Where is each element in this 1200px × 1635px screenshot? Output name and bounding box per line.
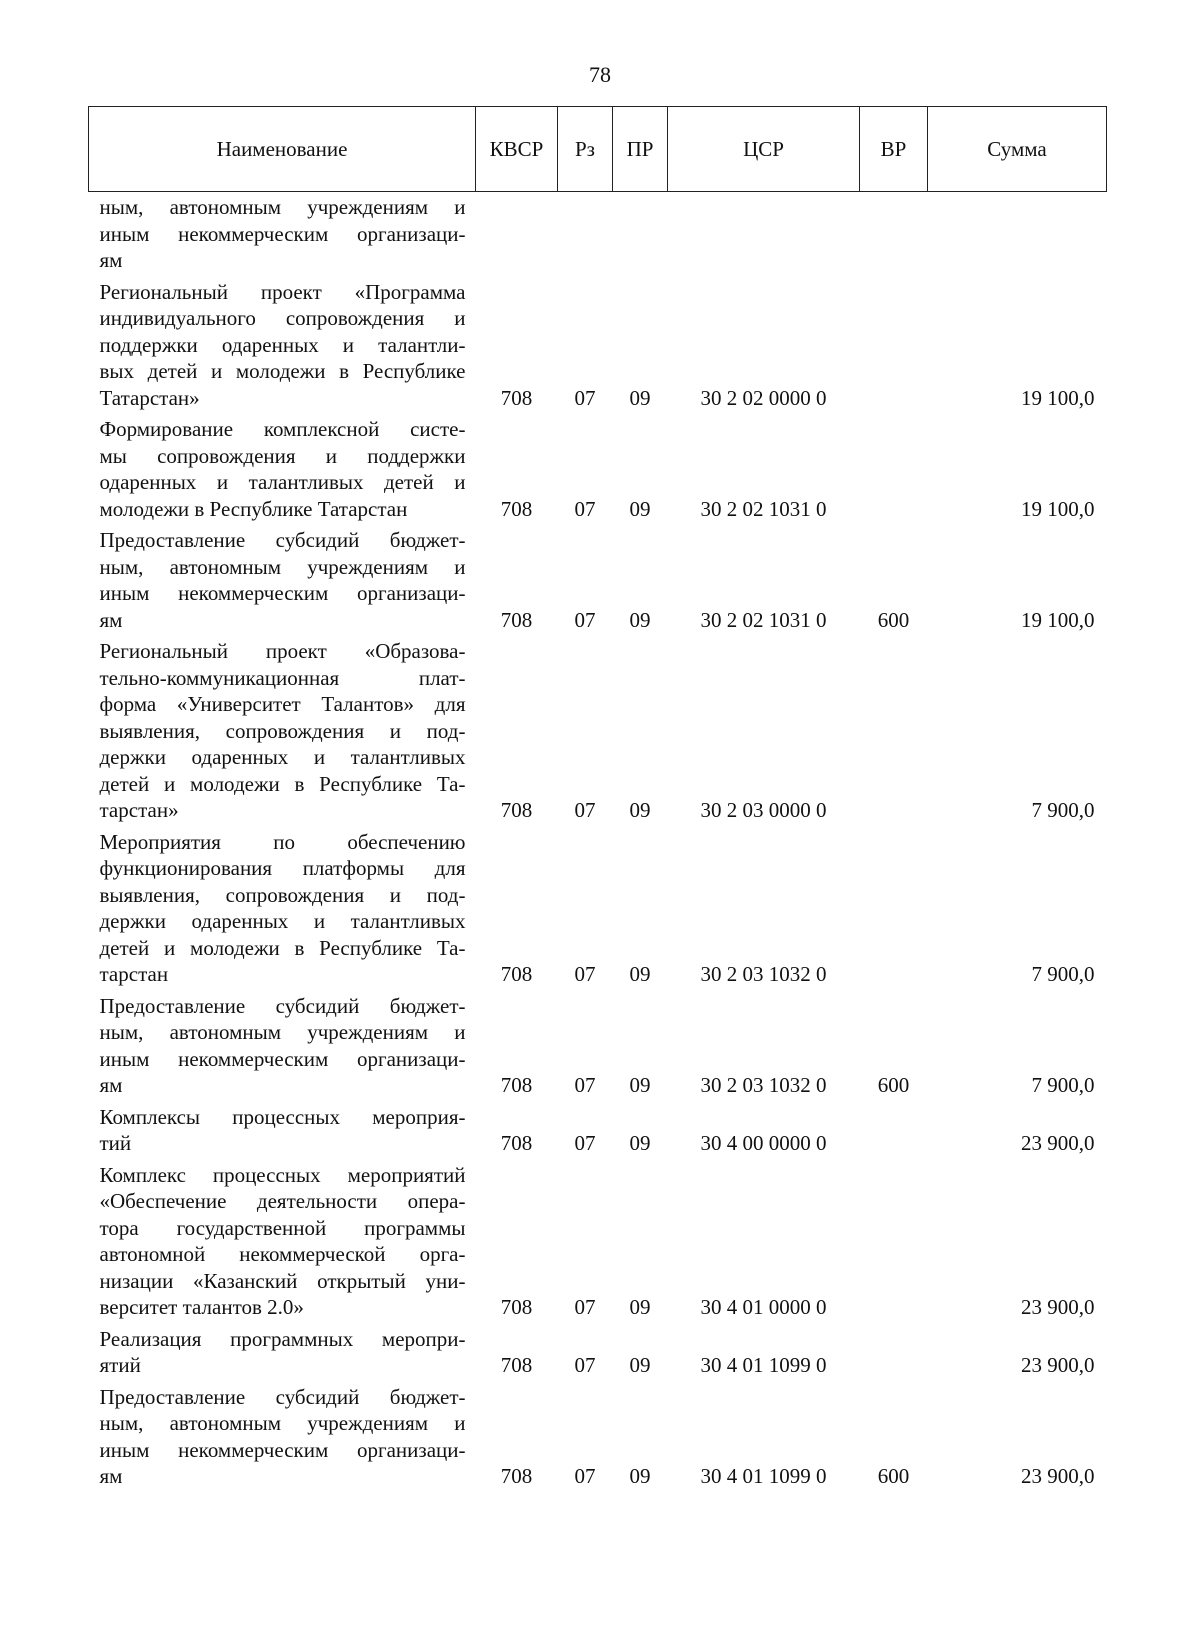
- row-pr: 09: [629, 1131, 651, 1155]
- row-sum: 19 100,0: [1021, 385, 1095, 410]
- header-vr: ВР: [860, 107, 928, 192]
- row-sum: 23 900,0: [1021, 1464, 1095, 1488]
- row-name-line: ным, автономным учреждениям и: [99, 195, 466, 219]
- row-pr: 09: [629, 1073, 651, 1097]
- row-name-line: Предоставление субсидий бюджет-: [99, 993, 466, 1018]
- row-pr: 09: [629, 385, 651, 410]
- header-csr: ЦСР: [668, 107, 860, 192]
- page-number: 78: [589, 62, 611, 87]
- row-rz: 07: [574, 1464, 596, 1488]
- row-name: [89, 1321, 476, 1379]
- row-name-line: Региональный проект «Программа: [99, 279, 466, 304]
- row-rz: 07: [574, 1353, 596, 1377]
- table-row: [89, 1379, 1107, 1490]
- row-name: [89, 824, 476, 988]
- row-name-line: держки одаренных и талантливых: [99, 745, 466, 769]
- row-sum: 7 900,0: [1031, 798, 1095, 822]
- row-rz: [558, 192, 613, 274]
- table-header-row: [89, 107, 1107, 192]
- row-csr: 30 4 01 1099 0: [700, 1353, 827, 1377]
- header-sum: Сумма: [928, 107, 1107, 192]
- row-pr: 09: [629, 962, 651, 986]
- row-name-line: функционирования платформы для: [99, 856, 466, 880]
- row-name-line: тора государственной программы: [99, 1215, 466, 1240]
- row-name-line: выявления, сопровождения и под-: [99, 718, 466, 743]
- row-vr: [860, 1321, 928, 1379]
- row-name-line: ям: [99, 248, 123, 272]
- row-name-line: мы сопровождения и поддержки: [99, 443, 466, 468]
- header-name: Наименование: [89, 107, 476, 192]
- table-row: [89, 1157, 1107, 1321]
- row-name-line: ным, автономным учреждениям и: [99, 554, 466, 579]
- row-name-line: ям: [99, 607, 123, 632]
- row-name-line: детей и молодежи в Республике Та-: [99, 935, 466, 960]
- row-vr: 600: [877, 607, 910, 632]
- row-rz: 07: [574, 1131, 596, 1155]
- row-vr: [860, 824, 928, 988]
- row-name-line: иным некоммерческим организаци-: [99, 1046, 466, 1071]
- row-rz: 07: [574, 385, 596, 410]
- row-sum: 23 900,0: [1021, 1353, 1095, 1377]
- row-name-line: поддержки одаренных и талантли-: [99, 332, 466, 357]
- row-name-line: индивидуального сопровождения и: [99, 306, 466, 330]
- row-kvsr: 708: [500, 962, 533, 986]
- row-pr: 09: [629, 798, 651, 822]
- table-row: [89, 1099, 1107, 1157]
- row-vr: 600: [877, 1464, 910, 1488]
- row-name-line: тарстан: [99, 962, 169, 986]
- row-sum: 19 100,0: [1021, 607, 1095, 632]
- row-name-line: верситет талантов 2.0»: [99, 1295, 304, 1319]
- row-csr: 30 4 01 1099 0: [700, 1464, 827, 1488]
- row-name: [89, 1099, 476, 1157]
- row-name-line: ям: [99, 1464, 123, 1488]
- row-name: [89, 192, 476, 274]
- table-row: [89, 988, 1107, 1099]
- row-name-line: молодежи в Республике Татарстан: [99, 496, 408, 521]
- row-pr: 09: [629, 1353, 651, 1377]
- row-name-line: «Обеспечение деятельности опера-: [99, 1189, 466, 1213]
- row-name-line: Региональный проект «Образова-: [99, 639, 466, 663]
- row-kvsr: 708: [500, 1131, 533, 1155]
- header-pr: ПР: [613, 107, 668, 192]
- row-name-line: Формирование комплексной систе-: [99, 417, 466, 441]
- row-kvsr: 708: [500, 385, 533, 410]
- row-csr: 30 2 02 1031 0: [700, 496, 827, 521]
- row-csr: 30 4 00 0000 0: [700, 1131, 827, 1155]
- row-name: [89, 522, 476, 633]
- budget-table: [88, 106, 1107, 1490]
- row-name-line: тарстан»: [99, 798, 179, 822]
- row-csr: 30 2 03 1032 0: [700, 962, 827, 986]
- row-name-line: тий: [99, 1131, 132, 1155]
- row-csr: 30 4 01 0000 0: [700, 1295, 827, 1319]
- row-name-line: Татарстан»: [99, 385, 200, 410]
- row-kvsr: [476, 192, 558, 274]
- row-vr: [860, 1099, 928, 1157]
- row-csr: 30 2 03 1032 0: [700, 1073, 827, 1097]
- row-csr: 30 2 02 0000 0: [700, 385, 827, 410]
- row-pr: 09: [629, 496, 651, 521]
- row-kvsr: 708: [500, 1464, 533, 1488]
- row-name-line: Комплекс процессных мероприятий: [99, 1162, 466, 1187]
- row-rz: 07: [574, 607, 596, 632]
- row-kvsr: 708: [500, 798, 533, 822]
- row-vr: [860, 633, 928, 824]
- row-name-line: низации «Казанский открытый уни-: [99, 1268, 466, 1293]
- row-sum: 19 100,0: [1021, 496, 1095, 521]
- table-body: [89, 192, 1107, 1490]
- table-row: [89, 192, 1107, 274]
- row-name: [89, 1157, 476, 1321]
- row-rz: 07: [574, 798, 596, 822]
- row-sum: 23 900,0: [1021, 1295, 1095, 1319]
- table-row: [89, 1321, 1107, 1379]
- row-name-line: иным некоммерческим организаци-: [99, 1437, 466, 1462]
- row-pr: 09: [629, 1295, 651, 1319]
- row-name-line: одаренных и талантливых детей и: [99, 470, 466, 494]
- row-pr: 09: [629, 1464, 651, 1488]
- row-vr: [860, 192, 928, 274]
- row-rz: 07: [574, 962, 596, 986]
- table-row: [89, 522, 1107, 633]
- row-name-line: Мероприятия по обеспечению: [99, 829, 466, 854]
- table-row: [89, 274, 1107, 412]
- row-csr: [668, 192, 860, 274]
- row-name-line: Комплексы процессных мероприя-: [99, 1104, 466, 1129]
- row-name-line: вых детей и молодежи в Республике: [99, 359, 466, 383]
- row-name-line: Предоставление субсидий бюджет-: [99, 528, 466, 552]
- row-name: [89, 633, 476, 824]
- row-name: [89, 274, 476, 412]
- row-rz: 07: [574, 1295, 596, 1319]
- row-sum: 7 900,0: [1031, 962, 1095, 986]
- row-name-line: форма «Университет Талантов» для: [99, 692, 466, 716]
- row-name-line: иным некоммерческим организаци-: [99, 581, 466, 605]
- row-kvsr: 708: [500, 607, 533, 632]
- row-kvsr: 708: [500, 1353, 533, 1377]
- row-pr: [613, 192, 668, 274]
- row-kvsr: 708: [500, 1073, 533, 1097]
- row-name-line: автономной некоммерческой орга-: [99, 1242, 466, 1266]
- row-sum: 23 900,0: [1021, 1131, 1095, 1155]
- row-name-line: ям: [99, 1073, 123, 1097]
- row-name: [89, 1379, 476, 1490]
- row-name-line: ятий: [99, 1353, 141, 1377]
- row-name-line: Реализация программных меропри-: [99, 1326, 466, 1351]
- row-sum: 7 900,0: [1031, 1073, 1095, 1097]
- header-rz: Рз: [558, 107, 613, 192]
- row-kvsr: 708: [500, 1295, 533, 1319]
- row-rz: 07: [574, 496, 596, 521]
- row-name-line: ным, автономным учреждениям и: [99, 1020, 466, 1044]
- table-row: [89, 633, 1107, 824]
- row-name-line: иным некоммерческим организаци-: [99, 221, 466, 246]
- table-row: [89, 824, 1107, 988]
- row-vr: [860, 1157, 928, 1321]
- header-kvsr: КВСР: [476, 107, 558, 192]
- row-csr: 30 2 03 0000 0: [700, 798, 827, 822]
- row-name: [89, 988, 476, 1099]
- row-name-line: ным, автономным учреждениям и: [99, 1411, 466, 1435]
- row-pr: 09: [629, 607, 651, 632]
- row-name-line: держки одаренных и талантливых: [99, 909, 466, 933]
- row-name: [89, 411, 476, 522]
- table-row: [89, 411, 1107, 522]
- row-name-line: детей и молодежи в Республике Та-: [99, 771, 466, 796]
- row-name-line: выявления, сопровождения и под-: [99, 882, 466, 907]
- row-vr: [860, 411, 928, 522]
- row-name-line: тельно-коммуникационная плат-: [99, 665, 466, 690]
- row-rz: 07: [574, 1073, 596, 1097]
- row-name-line: Предоставление субсидий бюджет-: [99, 1384, 466, 1409]
- row-sum: [928, 192, 1107, 274]
- row-csr: 30 2 02 1031 0: [700, 607, 827, 632]
- row-kvsr: 708: [500, 496, 533, 521]
- row-vr: [860, 274, 928, 412]
- row-vr: 600: [877, 1073, 910, 1097]
